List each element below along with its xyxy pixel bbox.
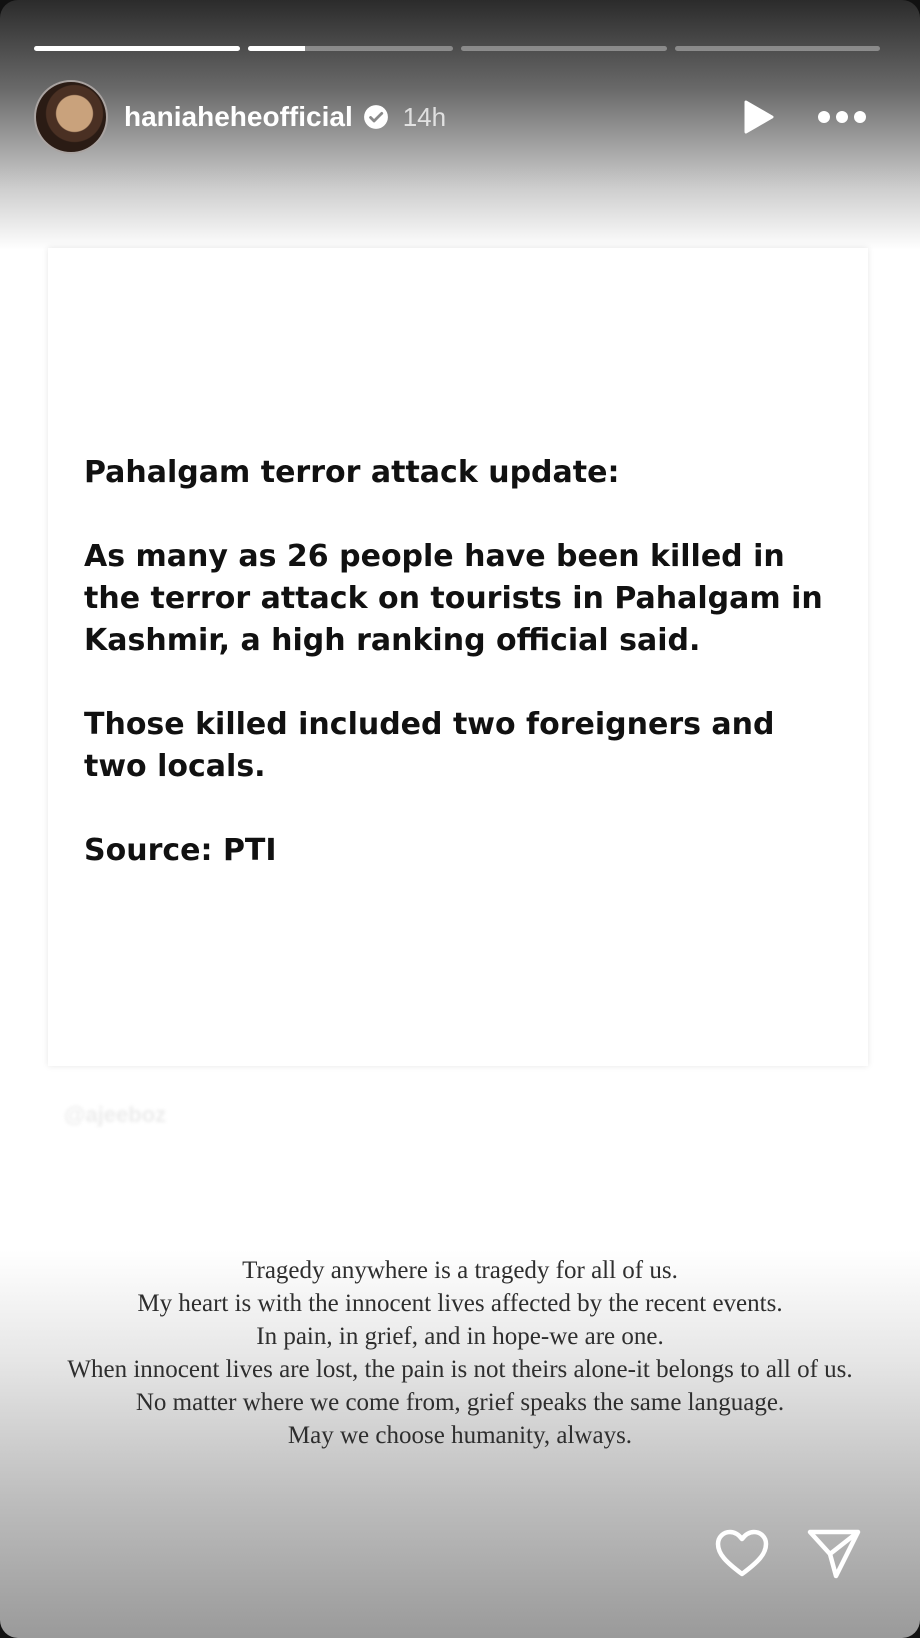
- heart-icon[interactable]: [714, 1528, 770, 1578]
- caption-line: When innocent lives are lost, the pain is not theirs alone-it belongs to all of us.: [67, 1356, 853, 1383]
- avatar[interactable]: [34, 80, 108, 154]
- watermark: @ajeeboz: [64, 1102, 167, 1127]
- card-heading: Pahalgam terror attack update:: [84, 455, 620, 490]
- story-progress: [34, 46, 880, 51]
- card-source: Source: PTI: [84, 833, 277, 868]
- progress-segment: [461, 46, 667, 51]
- card-paragraph: As many as 26 people have been killed in the terror attack on tourists in Pahalgam in Kashmir, a high ranking official said.: [84, 539, 823, 658]
- story-header: [34, 80, 886, 154]
- progress-fill: [34, 46, 240, 51]
- caption-line: Tragedy anywhere is a tragedy for all of us.: [242, 1257, 678, 1284]
- post-time: 14h: [402, 101, 447, 132]
- progress-segment: [248, 46, 454, 51]
- caption-line: In pain, in grief, and in hope-we are one.: [256, 1323, 664, 1350]
- shared-post-card: [48, 248, 868, 1066]
- progress-segment: [34, 46, 240, 51]
- caption-line: My heart is with the innocent lives affected by the recent events.: [137, 1290, 783, 1317]
- story-caption: [14, 1254, 906, 1452]
- more-icon[interactable]: [816, 109, 868, 125]
- caption-line: No matter where we come from, grief speaks the same language.: [135, 1389, 785, 1416]
- card-paragraph: Those killed included two foreigners and two locals.: [84, 707, 775, 784]
- play-icon[interactable]: [742, 98, 776, 136]
- username[interactable]: haniaheheofficial: [124, 101, 353, 132]
- progress-fill: [248, 46, 306, 51]
- verified-badge-icon: [363, 104, 389, 130]
- send-icon[interactable]: [806, 1526, 862, 1580]
- progress-segment: [675, 46, 881, 51]
- caption-line: May we choose humanity, always.: [287, 1422, 633, 1449]
